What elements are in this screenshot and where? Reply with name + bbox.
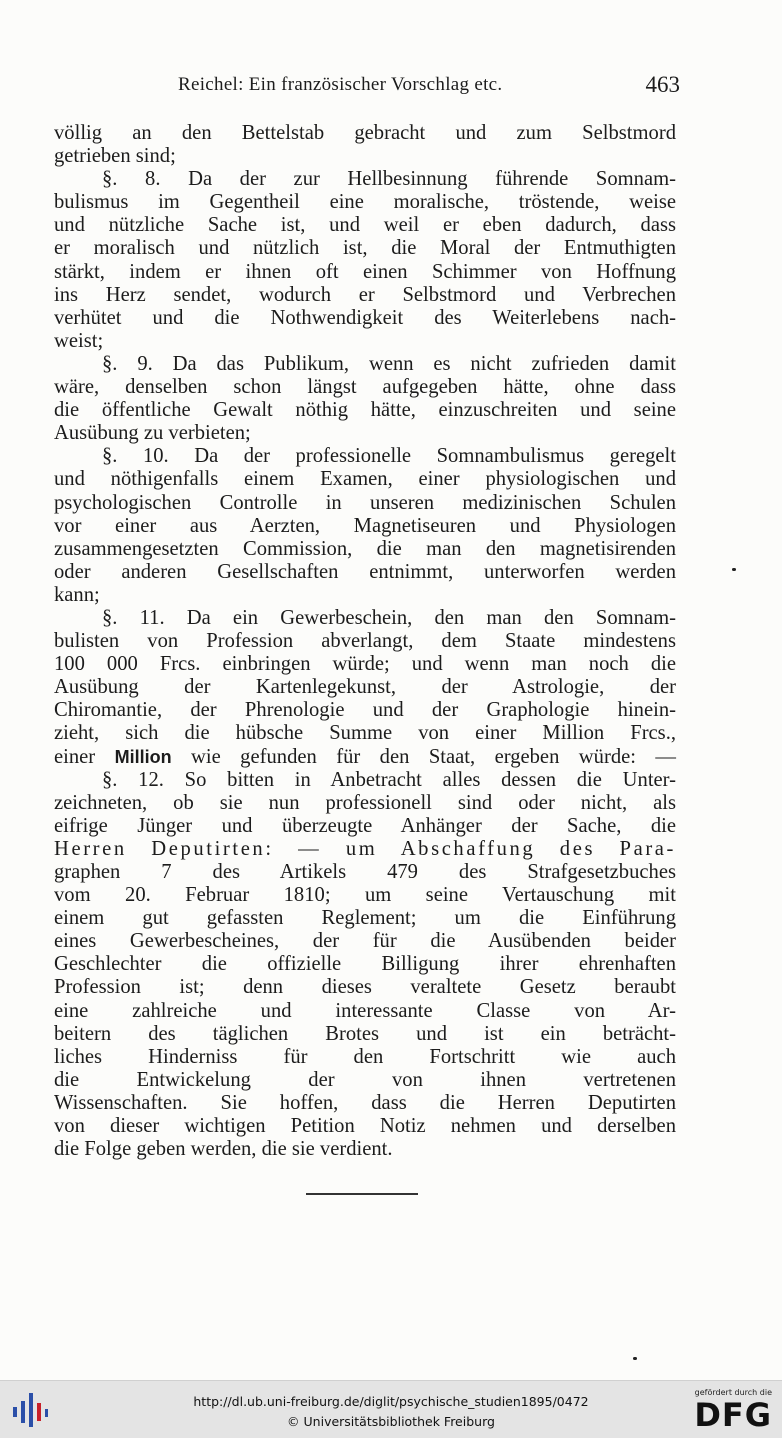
text-line: vom 20. Februar 1810; um seine Vertauschung mit (54, 884, 676, 907)
text-line: einer Million wie gefunden für den Staat, ergeben würde: — (54, 745, 676, 768)
text-line: zieht, sich die hübsche Summe von einer Million Frcs., (54, 722, 676, 745)
text-line: graphen 7 des Artikels 479 des Strafgesetzbuches (54, 861, 676, 883)
text-line: Ausübung zu verbieten; (54, 422, 251, 445)
text-line: stärkt, indem er ihnen oft einen Schimmer von Hoffnung (54, 260, 676, 283)
paragraph-8-start: §. 8. Da der zur Hellbesinnung führende Somnam- (102, 168, 676, 191)
dfg-caption: gefördert durch die (694, 1388, 772, 1397)
text-line: die Entwickelung der von ihnen vertretenen (54, 1068, 676, 1091)
text-line: eifrige Jünger und überzeugte Anhänger der Sache, die (54, 814, 676, 837)
bold-word: Million (114, 746, 172, 767)
text-line: weist; (54, 329, 104, 352)
text-line: und nöthigenfalls einem Examen, einer physiologischen und (54, 468, 676, 491)
paragraph-12-start: §. 12. So bitten in Anbetracht alles dessen die Unter- (102, 768, 676, 791)
text-line: beitern des täglichen Brotes und ist ein beträcht- (54, 1022, 676, 1045)
text-line: er moralisch und nützlich ist, die Moral der Entmuthigten (54, 237, 676, 260)
paragraph-11-start: §. 11. Da ein Gewerbeschein, den man den Somnam- (102, 606, 676, 629)
text-line: die Folge geben werden, die sie verdient. (54, 1138, 393, 1161)
page-header (178, 74, 680, 102)
text-line: Geschlechter die offizielle Billigung ihrer ehrenhaften (54, 953, 676, 976)
text-line: zeichneten, ob sie nun professionell sind oder nicht, als (54, 791, 676, 814)
text-line: Profession ist; denn dieses veraltete Gesetz beraubt (54, 976, 676, 999)
body-text (54, 122, 676, 1161)
paragraph-10-start: §. 10. Da der professionelle Somnambulismus geregelt (102, 445, 676, 468)
text-line: und nützliche Sache ist, und weil er eben dadurch, dass (54, 214, 676, 237)
text-line: bulisten von Profession abverlangt, dem Staate mindestens (54, 630, 676, 653)
text-line: psychologischen Controlle in unseren medizinischen Schulen (54, 491, 676, 514)
dfg-logo (680, 1388, 772, 1434)
text-line: oder anderen Gesellschaften entnimmt, unterworfen werden (54, 560, 676, 583)
text-line: zusammengesetzten Commission, die man den magnetisirenden (54, 537, 676, 560)
scan-speck (732, 568, 736, 571)
dfg-mark: DFG (694, 1396, 772, 1434)
text-line: 100 000 Frcs. einbringen würde; und wenn man noch die (54, 653, 676, 676)
end-rule (306, 1193, 418, 1195)
text-line: von dieser wichtigen Petition Notiz nehmen und derselben (54, 1115, 676, 1138)
text-line: völlig an den Bettelstab gebracht und zum Selbstmord (54, 122, 676, 144)
copyright-notice: © Universitätsbibliothek Freiburg (287, 1414, 495, 1429)
text-line: verhütet und die Nothwendigkeit des Weiterlebens nach- (54, 306, 676, 329)
text-line: getrieben sind; (54, 145, 176, 168)
permalink-url[interactable]: http://dl.ub.uni-freiburg.de/diglit/psychische_studien1895/0472 (193, 1394, 589, 1409)
paragraph-9-start: §. 9. Da das Publikum, wenn es nicht zufrieden damit (102, 352, 676, 375)
text-line: eine zahlreiche und interessante Classe von Ar- (54, 999, 676, 1022)
text-line: bulismus im Gegentheil eine moralische, tröstende, weise (54, 191, 676, 214)
text-line: einem gut gefassten Reglement; um die Einführung (54, 907, 676, 930)
text-line: liches Hinderniss für den Fortschritt wie auch (54, 1045, 676, 1068)
text-line: Ausübung der Kartenlegekunst, der Astrologie, der (54, 676, 676, 699)
text-line: kann; (54, 583, 100, 606)
text-line: Herren Deputirten: — um Abschaffung des Para- (54, 837, 676, 860)
viewer-footer (0, 1380, 782, 1438)
page-number: 463 (645, 72, 680, 97)
running-title: Reichel: Ein französischer Vorschlag etc. (178, 74, 503, 95)
text-line: vor einer aus Aerzten, Magnetiseuren und Physiologen (54, 514, 676, 537)
text-line: Wissenschaften. Sie hoffen, dass die Herren Deputirten (54, 1091, 676, 1114)
text-line: Chiromantie, der Phrenologie und der Graphologie hinein- (54, 699, 676, 722)
text-line: wäre, denselben schon längst aufgegeben hätte, ohne dass (54, 376, 676, 399)
scan-speck (633, 1357, 637, 1360)
text-line: die öffentliche Gewalt nöthig hätte, einzuschreiten und seine (54, 399, 676, 422)
text-line: ins Herz sendet, wodurch er Selbstmord und Verbrechen (54, 283, 676, 306)
text-line: eines Gewerbescheines, der für die Ausübenden beider (54, 930, 676, 953)
